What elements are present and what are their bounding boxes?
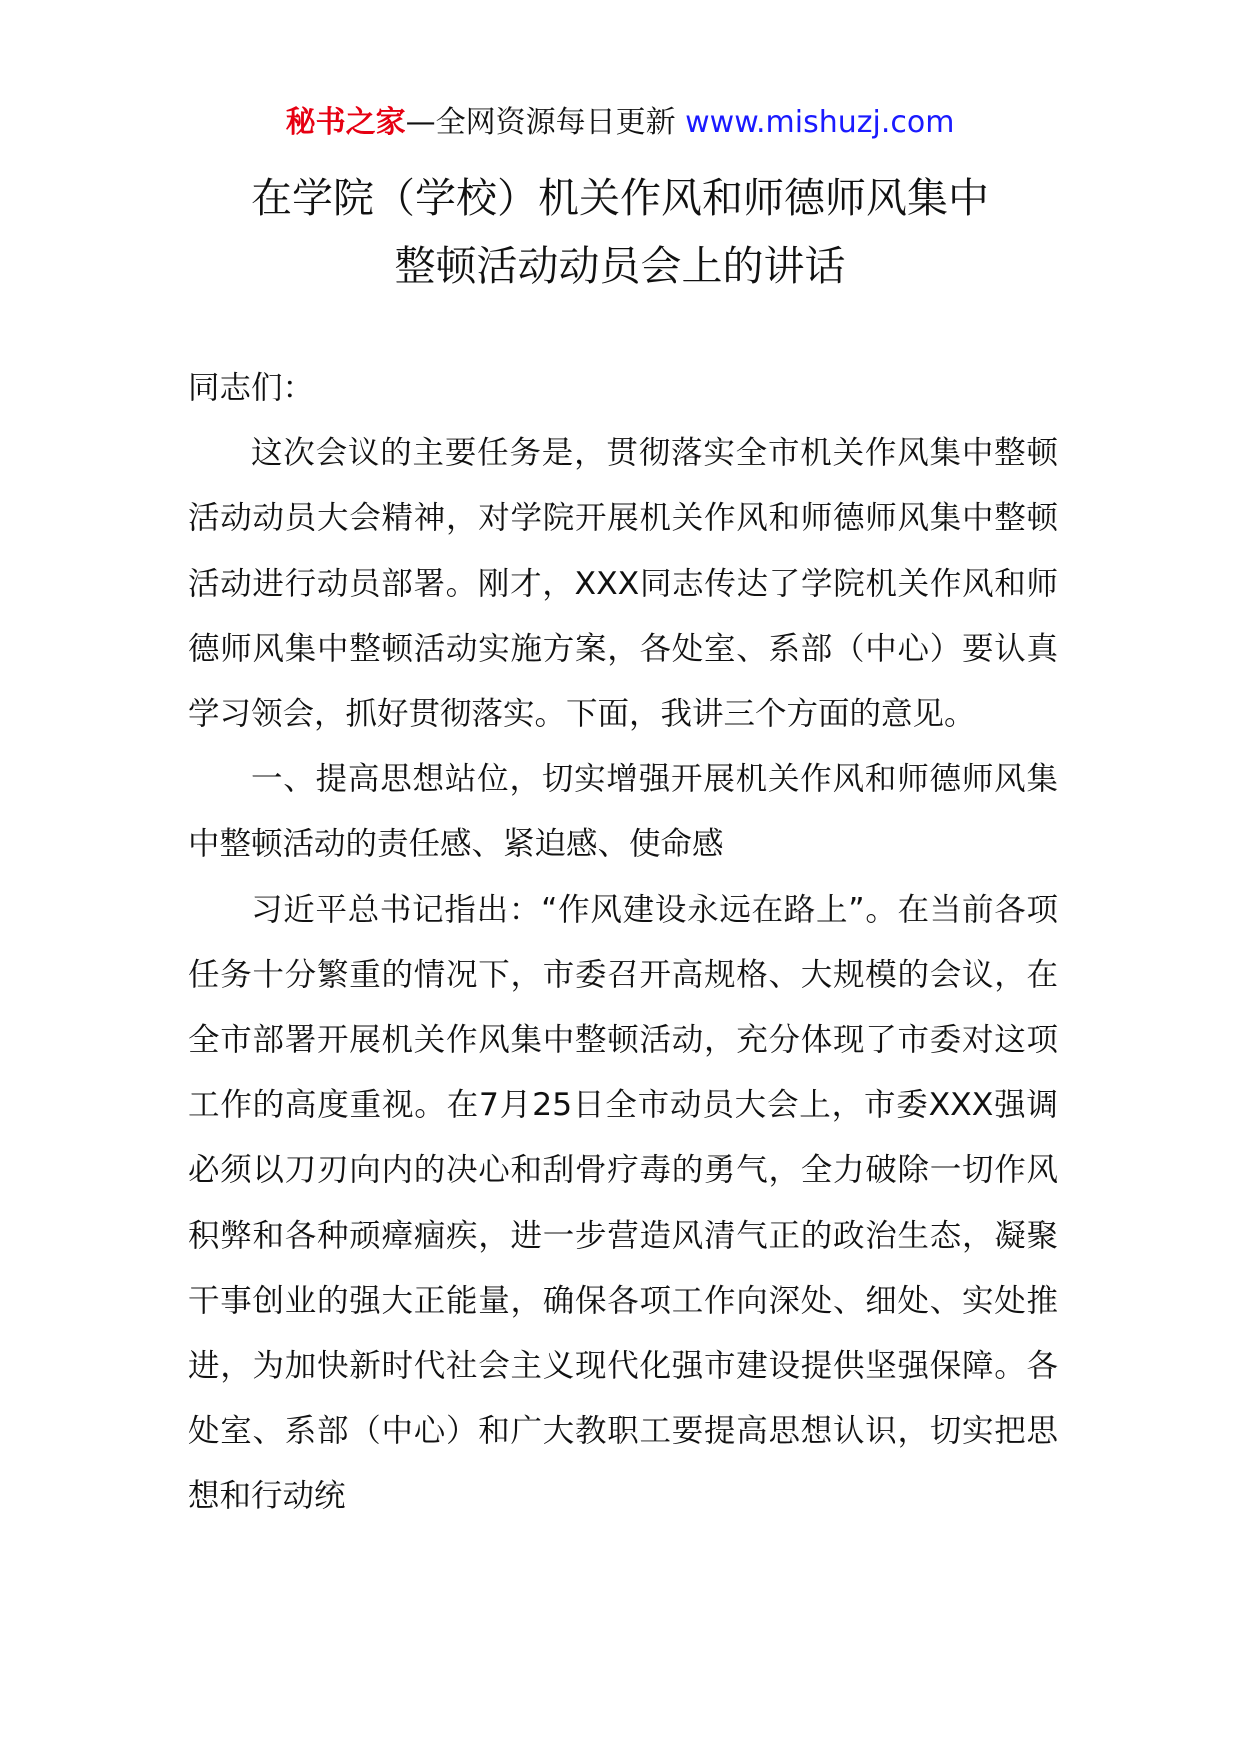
salutation: 同志们： [188, 370, 315, 406]
paragraph-1: 这次会议的主要任务是，贯彻落实全市机关作风集中整顿活动动员大会精神，对学院开展机关作风和师德师风集中整顿活动进行动员部署。刚才，XXX同志传达了学院机关作风和师德师风集中整顿活动实施方案，各处室、系部（中心）要认真学习领会，抓好贯彻落实。下面，我讲三个方面的意见。 [188, 435, 1058, 733]
title-line-2: 整顿活动动员会上的讲话 [394, 242, 846, 290]
document-title [0, 164, 1240, 300]
paragraph-2: 习近平总书记指出：“作风建设永远在路上”。在当前各项任务十分繁重的情况下，市委召开高规格、大规模的会议，在全市部署开展机关作风集中整顿活动，充分体现了市委对这项工作的高度重视。在7月25日全市动员大会上，市委XXX强调必须以刀刃向内的决心和刮骨疗毒的勇气，全力破除一切作风积弊和各种顽瘴痼疾，进一步营造风清气正的政治生态，凝聚干事创业的强大正能量，确保各项工作向深处、细处、实处推进，为加快新时代社会主义现代化强市建设提供坚强保障。各处室、系部（中心）和广大教职工要提高思想认识，切实把思想和行动统 [188, 891, 1058, 1515]
banner-tagline: —全网资源每日更新 [405, 105, 676, 140]
title-line-1: 在学院（学校）机关作风和师德师风集中 [251, 174, 989, 222]
site-banner [0, 100, 1240, 146]
section-heading-1: 一、提高思想站位，切实增强开展机关作风和师德师风集中整顿活动的责任感、紧迫感、使命感 [188, 761, 1058, 863]
banner-url-link[interactable]: www.mishuzj.com [685, 105, 955, 140]
document-body [188, 356, 1058, 1530]
brand-name: 秘书之家 [285, 105, 406, 140]
